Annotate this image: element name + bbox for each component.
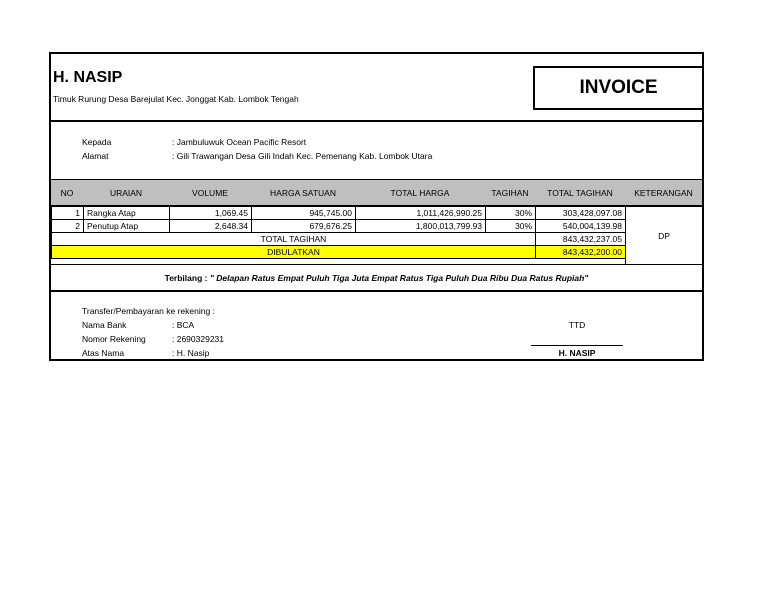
col-keterangan: KETERANGAN — [634, 187, 693, 198]
payment-section — [51, 292, 702, 361]
invoice-title: INVOICE — [579, 77, 658, 98]
account-label: Nomor Rekening — [82, 334, 146, 344]
row2-total-tagihan: 540,004,139.98 — [535, 219, 626, 233]
row2-tagihan: 30% — [485, 219, 536, 233]
col-harga-satuan: HARGA SATUAN — [270, 187, 336, 198]
bank-value: : BCA — [172, 320, 195, 330]
table-header — [51, 180, 702, 206]
terbilang-label: Terbilang : — [164, 272, 208, 283]
row1-total-tagihan: 303,428,097.08 — [535, 206, 626, 220]
col-total-harga: TOTAL HARGA — [390, 187, 450, 198]
payment-intro: Transfer/Pembayaran ke rekening : — [82, 306, 215, 316]
signature-line — [531, 345, 623, 346]
row1-volume: 1,069.45 — [169, 206, 252, 220]
col-tagihan: TAGIHAN — [491, 187, 529, 198]
row2-no: 2 — [51, 219, 84, 233]
bank-label: Nama Bank — [82, 320, 127, 330]
ttd-label: TTD — [568, 320, 586, 330]
customer-address-value: : Gili Trawangan Desa Gili Indah Kec. Pemenang Kab. Lombok Utara — [172, 151, 433, 161]
row1-harga: 945,745.00 — [251, 206, 356, 220]
col-no: NO — [60, 187, 74, 198]
customer-section — [51, 122, 702, 180]
dibulatkan-label: DIBULATKAN — [51, 245, 536, 259]
row1-uraian: Rangka Atap — [83, 206, 170, 220]
customer-address-row — [82, 151, 432, 161]
payment-intro-row — [82, 306, 215, 316]
table-body — [51, 206, 702, 264]
row2-volume: 2,648.34 — [169, 219, 252, 233]
customer-address-label: Alamat — [82, 151, 109, 161]
dibulatkan-value: 843,432,200.00 — [535, 245, 626, 259]
row2-harga: 679,676.25 — [251, 219, 356, 233]
company-name: H. NASIP — [53, 69, 123, 86]
name-row — [82, 348, 209, 358]
terbilang-row — [51, 264, 702, 292]
customer-to-value: : Jambuluwuk Ocean Pacific Resort — [172, 137, 307, 147]
row1-tagihan: 30% — [485, 206, 536, 220]
col-uraian: URAIAN — [109, 187, 143, 198]
total-tagihan-value: 843,432,237.05 — [535, 232, 626, 246]
account-name-value: : H. Nasip — [172, 348, 210, 358]
row2-total-harga: 1,800,013,799.93 — [355, 219, 486, 233]
terbilang-value: " Delapan Ratus Empat Puluh Tiga Juta Empat Ratus Tiga Puluh Dua Ribu Dua Ratus Rupiah" — [209, 272, 589, 283]
invoice-header — [51, 54, 702, 122]
signature-name: H. NASIP — [558, 348, 596, 358]
row1-no: 1 — [51, 206, 84, 220]
company-address: Timuk Rurung Desa Barejulat Kec. Jonggat Kab. Lombok Tengah — [53, 94, 299, 104]
invoice-title-box — [533, 66, 704, 110]
col-total-tagihan: TOTAL TAGIHAN — [547, 187, 613, 198]
customer-to-row — [82, 137, 306, 147]
row1-total-harga: 1,011,426,990.25 — [355, 206, 486, 220]
total-tagihan-label: TOTAL TAGIHAN — [51, 232, 536, 246]
row2-uraian: Penutup Atap — [83, 219, 170, 233]
col-volume: VOLUME — [192, 187, 228, 198]
account-value: : 2690329231 — [172, 334, 224, 344]
keterangan-cell: DP — [625, 206, 702, 264]
invoice-sheet — [49, 52, 704, 361]
account-row — [82, 334, 224, 344]
account-name-label: Atas Nama — [82, 348, 125, 358]
bank-row — [82, 320, 194, 330]
customer-to-label: Kepada — [82, 137, 112, 147]
